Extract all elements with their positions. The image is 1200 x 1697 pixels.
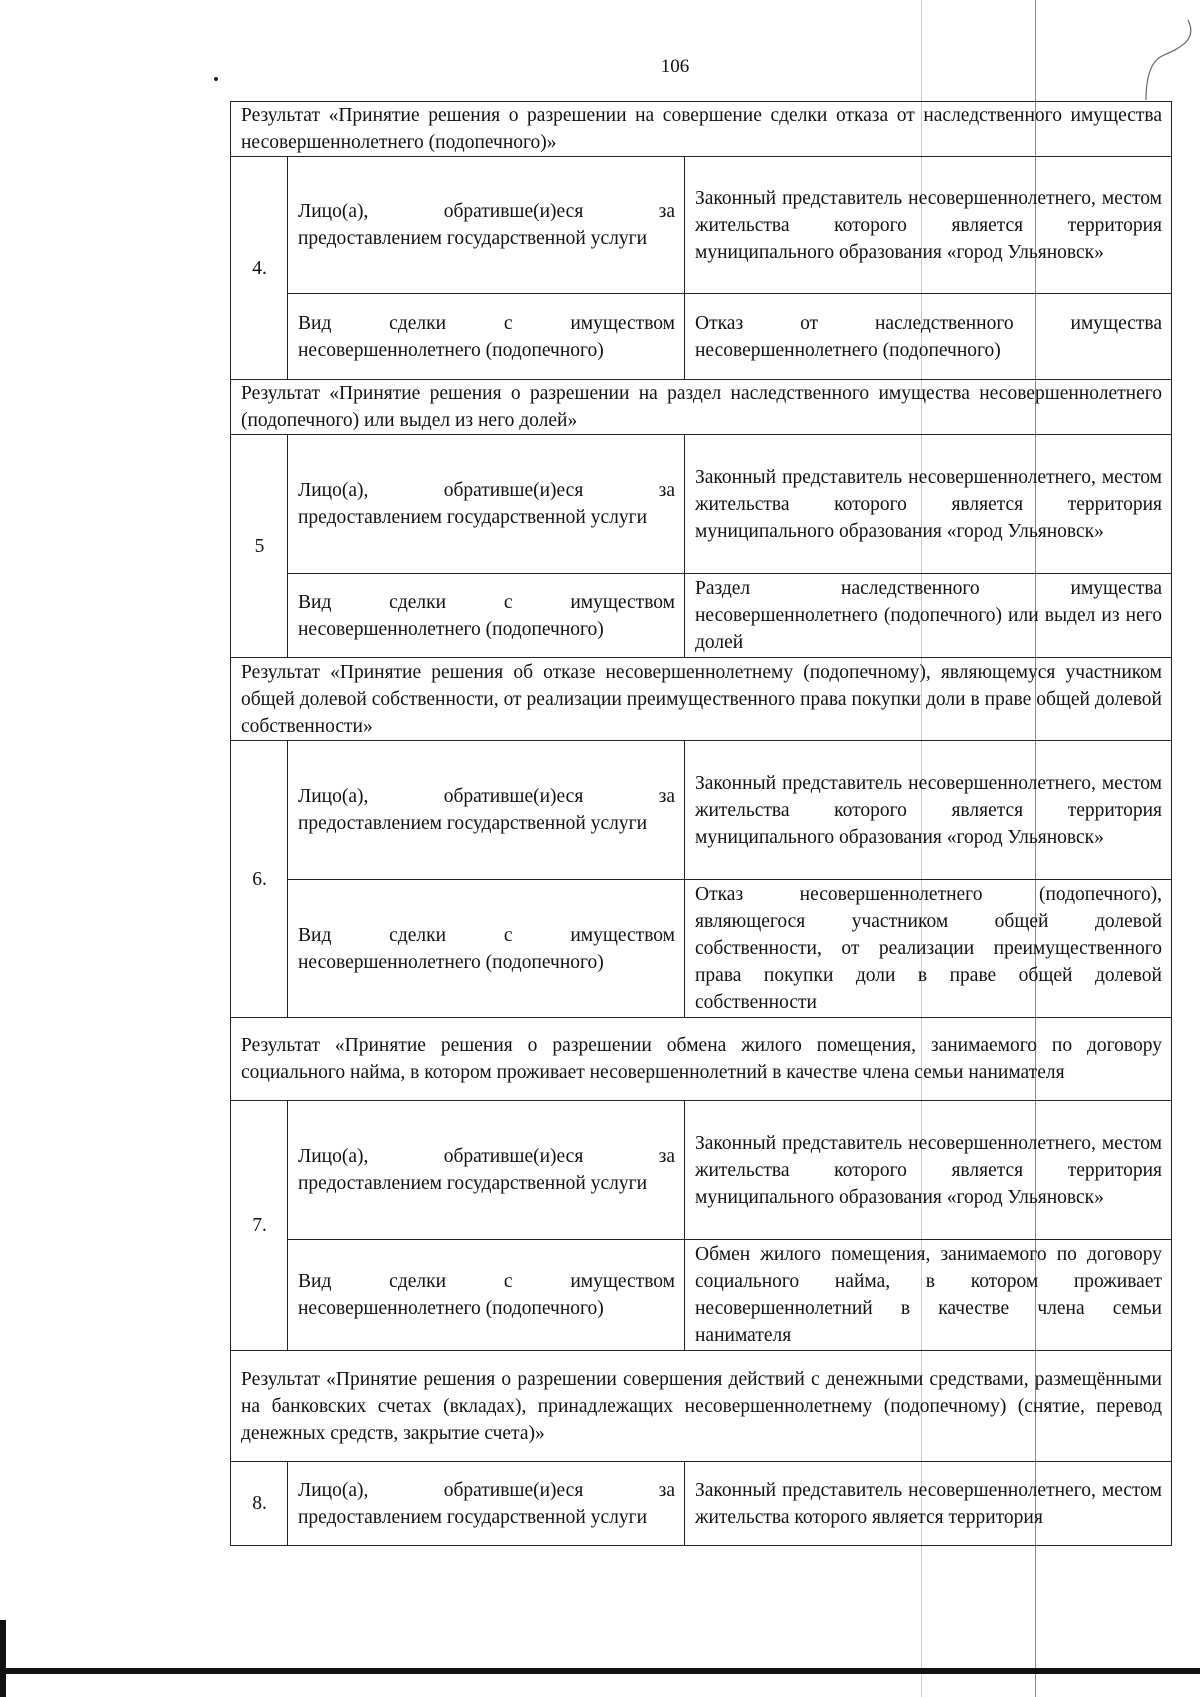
table-row <box>231 1101 1172 1240</box>
result-text: Результат «Принятие решения о разрешении на совершение сделки отказа от наследственного имущества несовершеннолетнего (подопечного)» <box>231 102 1172 157</box>
row-number: 8. <box>231 1462 288 1546</box>
result-text: Результат «Принятие решения о разрешении обмена жилого помещения, занимаемого по договору социального найма, в котором проживает несовершеннолетний в качестве члена семьи нанимателя <box>231 1018 1172 1101</box>
table-row <box>231 1240 1172 1351</box>
result-text: Результат «Принятие решения об отказе несовершеннолетнему (подопечному), являющемуся участником общей долевой собственности, от реализации преимущественного права покупки доли в праве общей долевой собственности» <box>231 658 1172 741</box>
row-number: 4. <box>231 157 288 380</box>
table-row <box>231 574 1172 658</box>
scan-speck <box>214 77 218 81</box>
applicant-label: Лицо(а), обратившe(и)еся за предоставлением государственной услуги <box>288 741 685 880</box>
deal-label: Вид сделки с имуществом несовершеннолетнего (подопечного) <box>288 294 685 380</box>
deal-label: Вид сделки с имуществом несовершеннолетнего (подопечного) <box>288 574 685 658</box>
result-row <box>231 1018 1172 1101</box>
result-row <box>231 658 1172 741</box>
document-table <box>230 101 1172 1546</box>
scan-curve-mark <box>1080 0 1200 110</box>
applicant-label: Лицо(а), обратившe(и)еся за предоставлением государственной услуги <box>288 1101 685 1240</box>
applicant-value: Законный представитель несовершеннолетнего, местом жительства которого является территория муниципального образования «город Ульяновск» <box>685 741 1172 880</box>
applicant-value: Законный представитель несовершеннолетнего, местом жительства которого является территория муниципального образования «город Ульяновск» <box>685 1101 1172 1240</box>
deal-value: Отказ от наследственного имущества несовершеннолетнего (подопечного) <box>685 294 1172 380</box>
result-row <box>231 102 1172 157</box>
page-number: 106 <box>660 56 690 77</box>
scan-bottom-border <box>0 1668 1200 1674</box>
applicant-value: Законный представитель несовершеннолетнего, местом жительства которого является территория <box>685 1462 1172 1546</box>
deal-value: Отказ несовершеннолетнего (подопечного), являющегося участником общей долевой собственности, от реализации преимущественного права покупки доли в праве общей долевой собственности <box>685 880 1172 1018</box>
applicant-label: Лицо(а), обратившe(и)еся за предоставлением государственной услуги <box>288 435 685 574</box>
scan-left-edge <box>0 1620 6 1697</box>
applicant-label: Лицо(а), обратившe(и)еся за предоставлением государственной услуги <box>288 157 685 294</box>
table-row <box>231 157 1172 294</box>
applicant-value: Законный представитель несовершеннолетнего, местом жительства которого является территория муниципального образования «город Ульяновск» <box>685 157 1172 294</box>
row-number: 7. <box>231 1101 288 1351</box>
applicant-value: Законный представитель несовершеннолетнего, местом жительства которого является территория муниципального образования «город Ульяновск» <box>685 435 1172 574</box>
result-row <box>231 380 1172 435</box>
row-number: 5 <box>231 435 288 658</box>
result-row <box>231 1351 1172 1462</box>
deal-label: Вид сделки с имуществом несовершеннолетнего (подопечного) <box>288 880 685 1018</box>
table-row <box>231 880 1172 1018</box>
deal-label: Вид сделки с имуществом несовершеннолетнего (подопечного) <box>288 1240 685 1351</box>
table-row <box>231 435 1172 574</box>
applicant-label: Лицо(а), обратившe(и)еся за предоставлением государственной услуги <box>288 1462 685 1546</box>
row-number: 6. <box>231 741 288 1018</box>
deal-value: Обмен жилого помещения, занимаемого по договору социального найма, в котором проживает несовершеннолетний в качестве члена семьи нанимателя <box>685 1240 1172 1351</box>
table-row <box>231 294 1172 380</box>
table-row <box>231 1462 1172 1546</box>
deal-value: Раздел наследственного имущества несовершеннолетнего (подопечного) или выдел из него долей <box>685 574 1172 658</box>
result-text: Результат «Принятие решения о разрешении совершения действий с денежными средствами, размещёнными на банковских счетах (вкладах), принадлежащих несовершеннолетнему (подопечному) (снятие, перевод денежных средств, закрытие счета)» <box>231 1351 1172 1462</box>
table-row <box>231 741 1172 880</box>
result-text: Результат «Принятие решения о разрешении на раздел наследственного имущества несовершеннолетнего (подопечного) или выдел из него долей» <box>231 380 1172 435</box>
